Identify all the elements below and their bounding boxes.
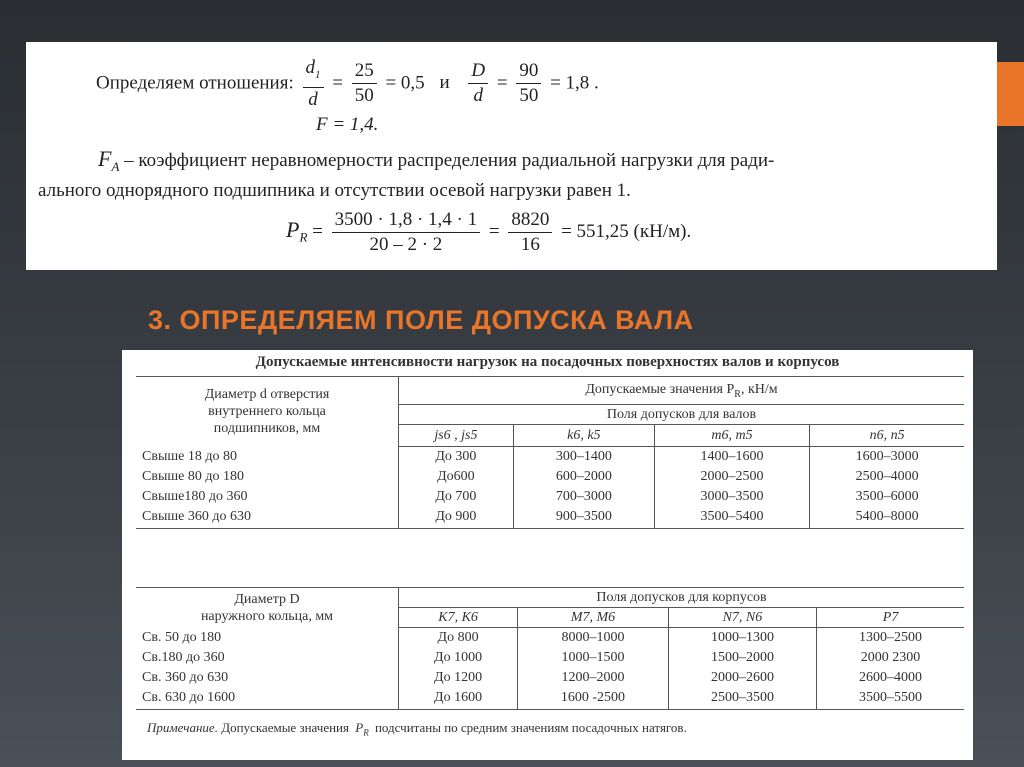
table-row: Свыше 80 до 180 До600 600–2000 2000–2500 2500–4000 (136, 467, 964, 487)
fraction-90-50: $\frac{90}{50}$ (516, 59, 541, 108)
housing-col-k: K7, K6 (399, 608, 518, 628)
shaft-diameter-header: Диаметр d отверстия внутреннего кольца подшипников, мм (136, 377, 399, 447)
fa-line: $F_A$ – коэффициент неравномерности распределения радиальной нагрузки для ради- (98, 146, 775, 174)
fa-description: – коэффициент неравномерности распределения радиальной нагрузки для ради- (124, 150, 775, 171)
shaft-col-k: k6, k5 (513, 425, 654, 447)
housing-fields-header: Поля допусков для корпусов (399, 588, 965, 608)
formula-image (26, 42, 997, 270)
shaft-col-m: m6, m5 (654, 425, 809, 447)
table-row: Св. 50 до 180 До 800 8000–1000 1000–1300 1300–2500 (136, 628, 964, 648)
and-word: и (439, 72, 450, 94)
accent-bar (997, 62, 1024, 126)
fraction-D-d: $\frac{D}{d}$ (468, 59, 488, 108)
shaft-col-js: js6 , js5 (399, 425, 514, 447)
housing-col-p: P7 (817, 608, 964, 628)
table-row: Свыше 18 до 80 До 300 300–1400 1400–1600 1600–3000 (136, 447, 964, 467)
tolerance-table-image (122, 350, 973, 760)
fa-description-cont: ального однорядного подшипника и отсутствии осевой нагрузки равен 1. (38, 180, 631, 201)
table-row: Свыше 360 до 630 До 900 900–3500 3500–5400 5400–8000 (136, 507, 964, 529)
shaft-table (136, 376, 964, 529)
table-note: Примечание. Допускаемые значения $P_R$ подсчитаны по средним значениям посадочных натягов. (147, 720, 687, 738)
housing-diameter-header: Диаметр D наружного кольца, мм (136, 588, 399, 628)
housing-table (136, 587, 964, 710)
table-row: Св. 630 до 1600 До 1600 1600 -2500 2500–3500 3500–5500 (136, 688, 964, 710)
allowed-values-header: Допускаемые значения $P_R$, кН/м (399, 377, 965, 405)
ratio-result-1: = 0,5 (385, 72, 425, 94)
table-title: Допускаемые интенсивности нагрузок на посадочных поверхностях валов и корпусов (255, 354, 840, 370)
pr-line: $P_R$ = $\frac{3500 \cdot 1,8 \cdot 1,4 \cdot 1}{20 - 2 \cdot 2}$ = $\frac{8820}{16}$ = 551,25 (кН/м). (286, 209, 692, 255)
housing-col-m: M7, M6 (518, 608, 669, 628)
ratio-line: Определяем отношения: $\frac{d_1}{d}$ = $\frac{25}{50}$ = 0,5 и $\frac{D}{d}$ = $\frac{90}{50}$ = 1,8 . (96, 57, 599, 110)
housing-col-n: N7, N6 (668, 608, 816, 628)
fraction-25-50: $\frac{25}{50}$ (352, 59, 377, 108)
fraction-pr-expr: $\frac{3500 \cdot 1,8 \cdot 1,4 \cdot 1}{20 - 2 \cdot 2}$ (332, 208, 480, 257)
table-row: Свыше180 до 360 До 700 700–3000 3000–3500 3500–6000 (136, 487, 964, 507)
fraction-d1-d: $\frac{d_1}{d}$ (303, 56, 324, 112)
section-heading: 3. ОПРЕДЕЛЯЕМ ПОЛЕ ДОПУСКА ВАЛА (148, 305, 694, 335)
ratio-result-2: = 1,8 . (550, 72, 599, 94)
pr-result: = 551,25 (кН/м). (561, 220, 692, 242)
fraction-8820-16: $\frac{8820}{16}$ (508, 208, 552, 257)
f-value-line: F = 1,4. (316, 114, 379, 135)
table-row: Св.180 до 360 До 1000 1000–1500 1500–2000 2000 2300 (136, 648, 964, 668)
table-row: Св. 360 до 630 До 1200 1200–2000 2000–2600 2600–4000 (136, 668, 964, 688)
ratio-intro: Определяем отношения: (96, 72, 294, 94)
shaft-col-n: n6, n5 (810, 425, 964, 447)
shaft-fields-header: Поля допусков для валов (399, 405, 965, 425)
